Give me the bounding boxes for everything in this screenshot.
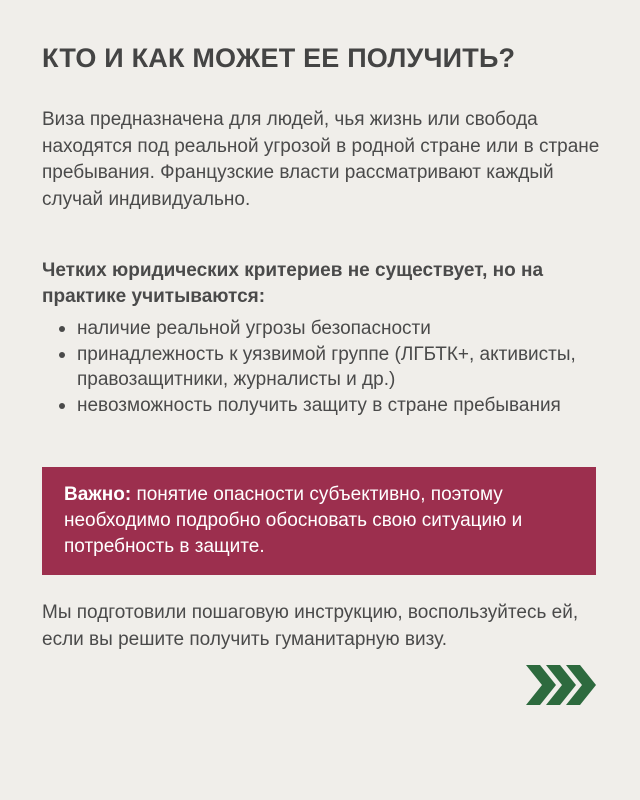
criteria-item	[42, 316, 602, 342]
important-text: понятие опасности субъективно, поэтому необходимо подробно обосновать свою ситуацию и потребность в защите.	[64, 484, 523, 557]
criteria-list	[42, 316, 602, 418]
bullet-icon	[59, 352, 65, 358]
bullet-icon	[59, 326, 65, 332]
important-callout	[42, 467, 596, 575]
outro-paragraph: Мы подготовили пошаговую инструкцию, воспользуйтесь ей, если вы решите получить гуманитарную визу.	[42, 602, 579, 650]
criteria-heading: Четких юридических критериев не существует, но на практике учитываются:	[42, 260, 544, 307]
intro-paragraph: Виза предназначена для людей, чья жизнь или свобода находятся под реальной угрозой в родной стране или в стране пребывания. Французские власти рассматривают каждый случай индивидуально.	[42, 109, 600, 210]
criteria-item-text: наличие реальной угрозы безопасности	[77, 318, 431, 339]
page-title: КТО И КАК МОЖЕТ ЕЕ ПОЛУЧИТЬ?	[42, 43, 516, 73]
triple-chevron-right-icon[interactable]	[524, 663, 598, 707]
bullet-icon	[59, 403, 65, 409]
criteria-item	[42, 393, 602, 419]
criteria-item-text: невозможность получить защиту в стране пребывания	[77, 394, 561, 416]
important-label: Важно:	[64, 484, 132, 505]
criteria-item	[42, 342, 602, 393]
criteria-item-text: принадлежность к уязвимой группе (ЛГБТК+, активисты, правозащитники, журналисты и др.)	[77, 343, 576, 390]
